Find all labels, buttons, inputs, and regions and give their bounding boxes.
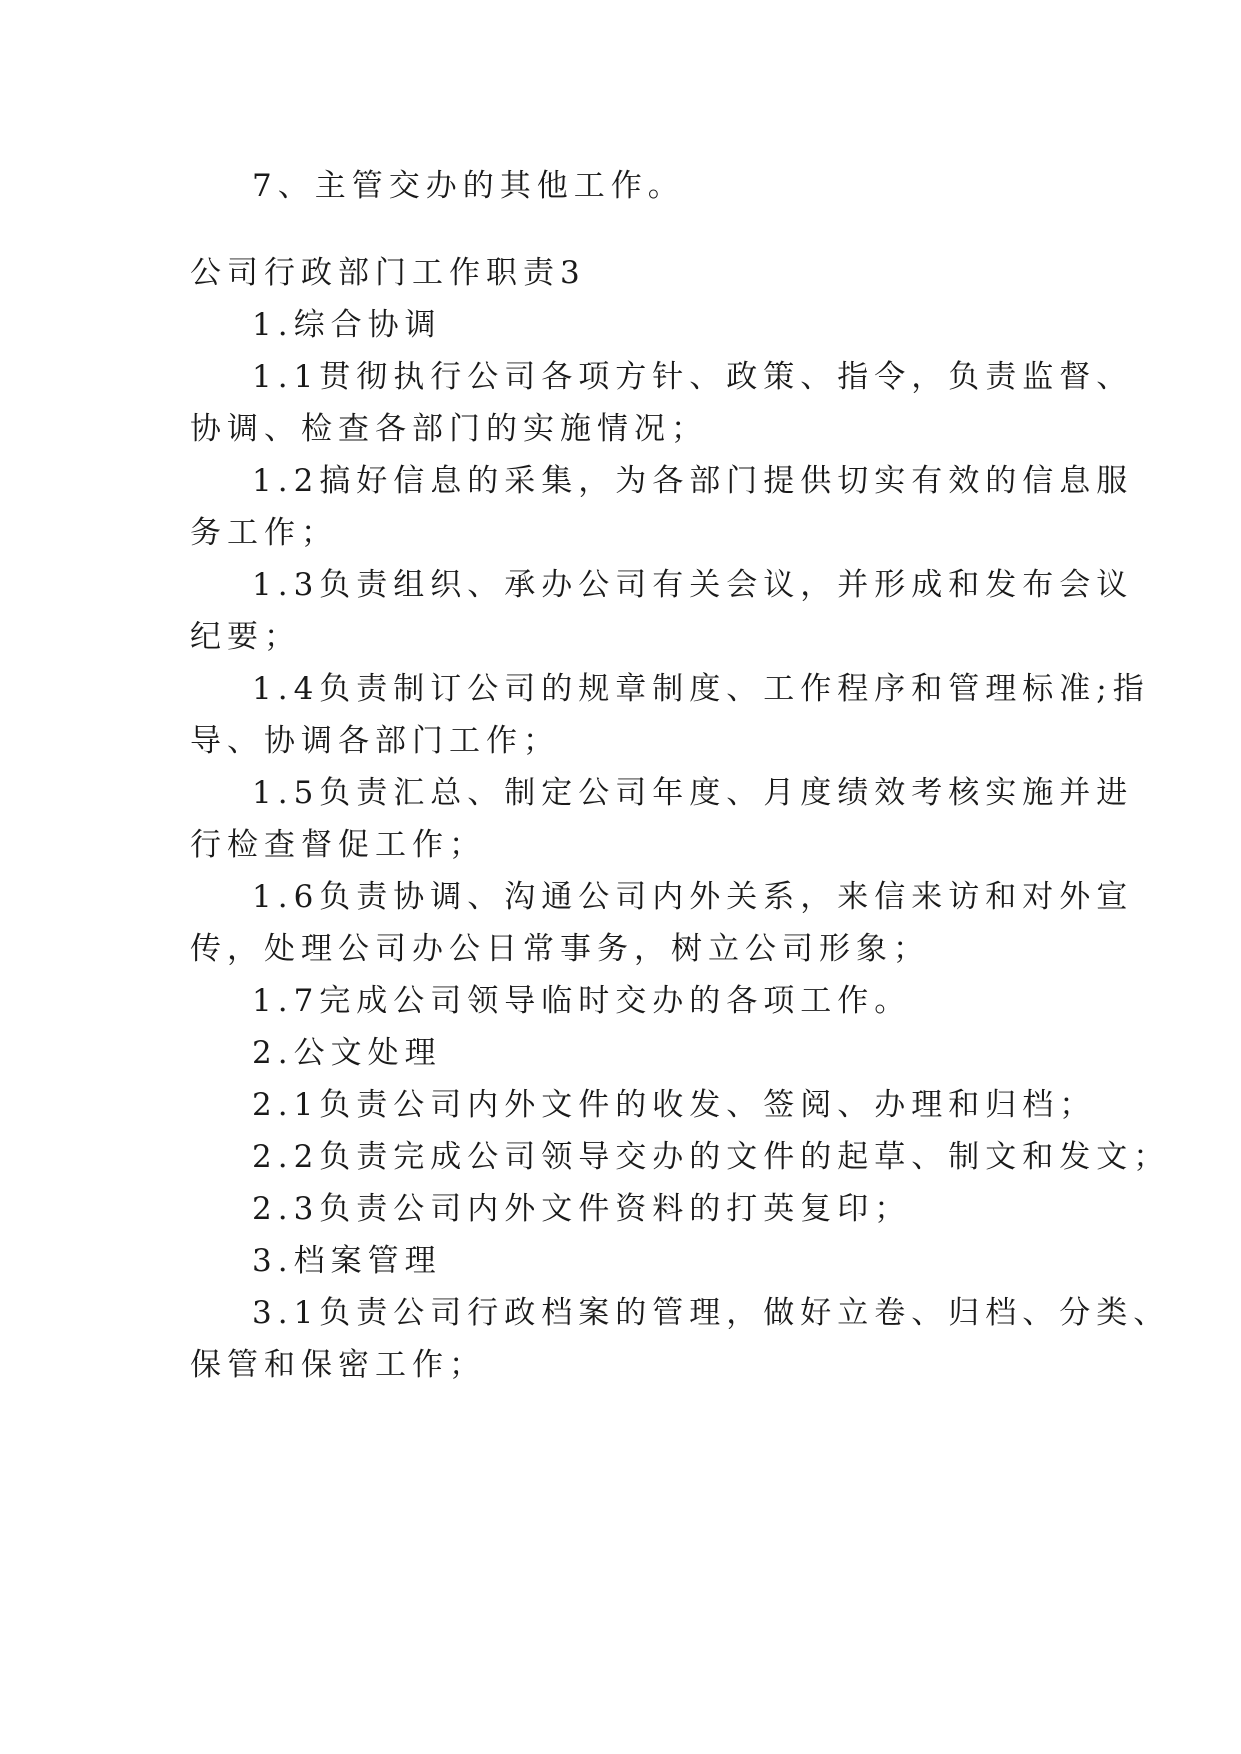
text-line: 传，处理公司办公日常事务，树立公司形象； [190,931,930,967]
text-line: 保管和保密工作； [190,1347,486,1383]
text-line: 2.2负责完成公司领导交办的文件的起草、制文和发文； [252,1139,1171,1175]
text-line: 1.综合协调 [252,307,442,343]
text-line: 7、主管交办的其他工作。 [252,168,685,204]
text-line: 1.7完成公司领导临时交办的各项工作。 [252,983,912,1019]
text-line: 3.档案管理 [252,1243,442,1279]
text-line: 1.5负责汇总、制定公司年度、月度绩效考核实施并进 [252,775,1134,811]
text-line: 行检查督促工作； [190,827,486,863]
text-line: 1.6负责协调、沟通公司内外关系，来信来访和对外宣 [252,879,1134,915]
text-line: 1.2搞好信息的采集，为各部门提供切实有效的信息服 [252,463,1134,499]
text-line: 1.1贯彻执行公司各项方针、政策、指令，负责监督、 [252,359,1134,395]
text-line: 纪要； [190,619,301,655]
text-line: 2.1负责公司内外文件的收发、签阅、办理和归档； [252,1087,1097,1123]
text-line: 3.1负责公司行政档案的管理，做好立卷、归档、分类、 [252,1295,1171,1331]
text-line: 协调、检查各部门的实施情况； [190,411,708,447]
text-line: 1.4负责制订公司的规章制度、工作程序和管理标准;指 [252,671,1150,707]
text-line: 1.3负责组织、承办公司有关会议，并形成和发布会议 [252,567,1134,603]
text-line: 务工作； [190,515,338,551]
section-heading: 公司行政部门工作职责3 [190,255,586,291]
text-line: 2.公文处理 [252,1035,442,1071]
text-line: 导、协调各部门工作； [190,723,560,759]
text-line: 2.3负责公司内外文件资料的打英复印； [252,1191,912,1227]
